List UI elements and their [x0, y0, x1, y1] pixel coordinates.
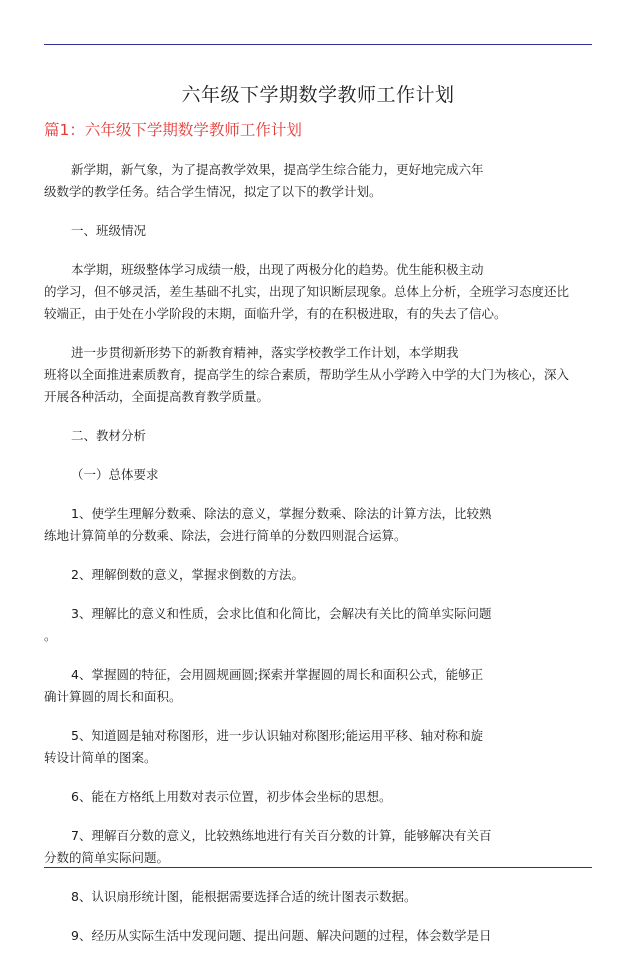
paragraph-line: 班将以全面推进素质教育，提高学生的综合素质，帮助学生从小学跨入中学的大门为核心，深入 [44, 367, 570, 382]
paragraph-line: 4、掌握圆的特征，会用圆规画圆;探索并掌握圆的周长和面积公式，能够正 [71, 667, 484, 682]
paragraph-line: 7、理解百分数的意义，比较熟练地进行有关百分数的计算，能够解决有关百 [71, 828, 492, 843]
paragraph [44, 886, 592, 908]
paragraph [44, 220, 592, 242]
paragraph [44, 725, 592, 769]
paragraph-line: 级数学的教学任务。结合学生情况，拟定了以下的教学计划。 [44, 184, 382, 199]
paragraph-line: 9、经历从实际生活中发现问题、提出问题、解决问题的过程，体会数学是日 [71, 928, 492, 943]
paragraph [44, 564, 592, 586]
paragraph [44, 664, 592, 708]
paragraph-line: 一、班级情况 [71, 223, 147, 238]
paragraph-line: 的学习，但不够灵活，差生基础不扎实，出现了知识断层现象。总体上分析，全班学习态度还比 [44, 284, 570, 299]
paragraph-line: 3、理解比的意义和性质，会求比值和化简比，会解决有关比的简单实际问题 [71, 606, 492, 621]
paragraph-line: 练地计算简单的分数乘、除法，会进行简单的分数四则混合运算。 [44, 528, 407, 543]
paragraph-line: 进一步贯彻新形势下的新教育精神，落实学校教学工作计划，本学期我 [71, 345, 459, 360]
paragraph [44, 503, 592, 547]
paragraph-line: 确计算圆的周长和面积。 [44, 689, 182, 704]
paragraph [44, 825, 592, 869]
section-title: 篇1：六年级下学期数学教师工作计划 [44, 121, 302, 139]
paragraph [44, 464, 592, 486]
paragraph-line: 二、教材分析 [71, 428, 147, 443]
paragraph [44, 342, 592, 408]
paragraph-line: （一）总体要求 [71, 467, 159, 482]
paragraph-line: 8、认识扇形统计图，能根据需要选择合适的统计图表示数据。 [71, 889, 417, 904]
paragraph-line: 开展各种活动，全面提高教育教学质量。 [44, 389, 270, 404]
paragraph [44, 159, 592, 203]
paragraph-line: 较端正，由于处在小学阶段的末期，面临升学，有的在积极进取，有的失去了信心。 [44, 306, 507, 321]
paragraph-list [44, 159, 592, 947]
paragraph [44, 425, 592, 447]
paragraph-line: 5、知道圆是轴对称图形，进一步认识轴对称图形;能运用平移、轴对称和旋 [71, 728, 484, 743]
paragraph-line: 分数的简单实际问题。 [44, 850, 170, 865]
paragraph-line: 1、使学生理解分数乘、除法的意义，掌握分数乘、除法的计算方法，比较熟 [71, 506, 492, 521]
paragraph-line: 转设计简单的图案。 [44, 750, 157, 765]
paragraph-line: 2、理解倒数的意义，掌握求倒数的方法。 [71, 567, 304, 582]
top-rule [44, 44, 592, 45]
document-title: 六年级下学期数学教师工作计划 [181, 84, 455, 106]
paragraph [44, 925, 592, 947]
paragraph [44, 786, 592, 808]
paragraph-line: 新学期，新气象，为了提高教学效果，提高学生综合能力，更好地完成六年 [71, 162, 484, 177]
paragraph-line: 6、能在方格纸上用数对表示位置，初步体会坐标的思想。 [71, 789, 392, 804]
paragraph [44, 603, 592, 647]
paragraph-line: 本学期，班级整体学习成绩一般，出现了两极分化的趋势。优生能积极主动 [71, 262, 484, 277]
document-body [44, 80, 592, 964]
paragraph [44, 259, 592, 325]
bottom-rule [44, 867, 592, 868]
paragraph-line: 。 [44, 628, 57, 643]
